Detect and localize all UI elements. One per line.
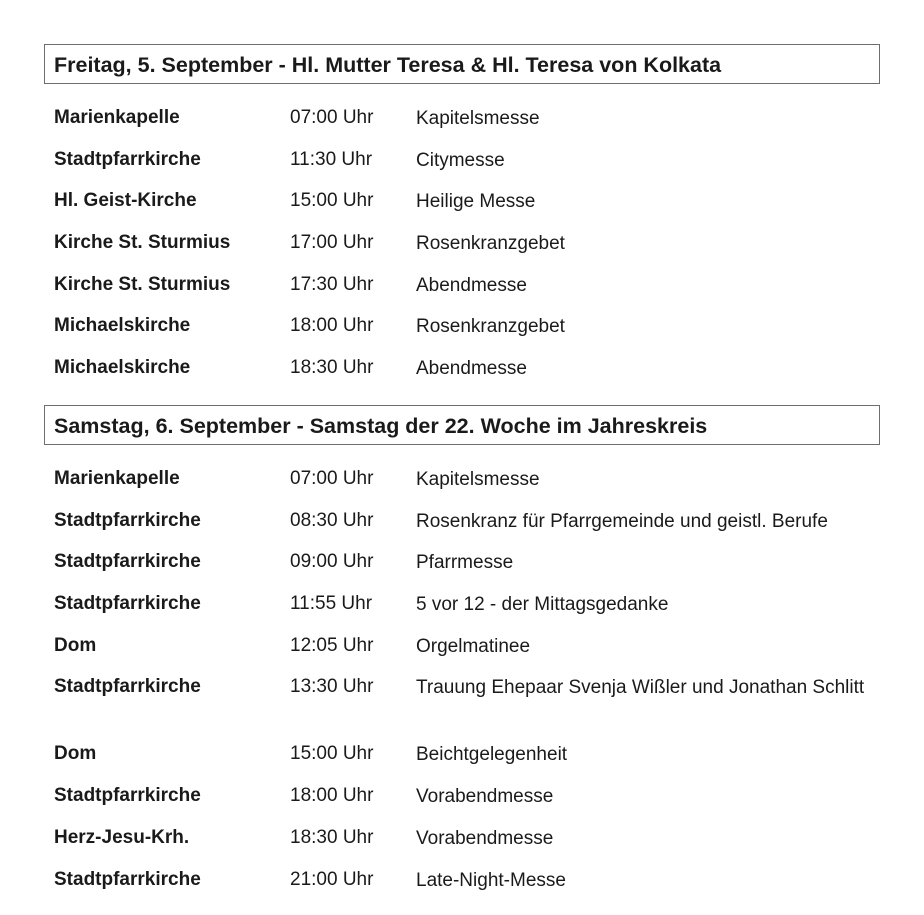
event-description: Abendmesse	[416, 358, 527, 380]
event-location: Stadtpfarrkirche	[54, 676, 201, 698]
event-row	[44, 592, 924, 634]
event-description: Vorabendmesse	[416, 786, 554, 808]
event-time: 18:00 Uhr	[290, 315, 374, 337]
event-time: 08:30 Uhr	[290, 509, 374, 531]
event-row	[44, 148, 924, 190]
event-time: 13:30 Uhr	[290, 676, 374, 698]
event-location: Stadtpfarrkirche	[54, 868, 201, 890]
event-time: 17:00 Uhr	[290, 232, 374, 254]
event-time: 18:30 Uhr	[290, 357, 374, 379]
event-list	[44, 106, 924, 398]
event-location: Dom	[54, 634, 97, 656]
event-location: Marienkapelle	[54, 107, 180, 128]
event-time: 07:00 Uhr	[290, 468, 374, 489]
event-time: 18:00 Uhr	[290, 785, 374, 807]
day-heading: Samstag, 6. September - Samstag der 22. Woche im Jahreskreis	[44, 405, 880, 445]
day-heading: Freitag, 5. September - Hl. Mutter Teresa & Hl. Teresa von Kolkata	[44, 44, 880, 84]
event-description: Rosenkranzgebet	[416, 233, 565, 255]
event-location: Michaelskirche	[54, 315, 191, 337]
event-description: Pfarrmesse	[416, 552, 514, 574]
event-row	[44, 742, 924, 784]
event-row	[44, 356, 924, 398]
event-row	[44, 106, 924, 148]
day-section-friday	[44, 44, 924, 398]
event-time: 11:55 Uhr	[290, 593, 373, 615]
event-description: Kapitelsmesse	[416, 469, 540, 490]
event-row	[44, 634, 924, 676]
event-description: Late-Night-Messe	[416, 869, 566, 891]
event-row	[44, 231, 924, 273]
event-location: Stadtpfarrkirche	[54, 785, 201, 807]
event-time: 12:05 Uhr	[290, 634, 374, 656]
event-location: Stadtpfarrkirche	[54, 148, 201, 170]
event-time: 11:30 Uhr	[290, 148, 373, 170]
event-row	[44, 550, 924, 592]
event-row	[44, 314, 924, 356]
event-location: Herz-Jesu-Krh.	[54, 826, 190, 848]
event-location: Stadtpfarrkirche	[54, 509, 201, 531]
event-row	[44, 273, 924, 315]
event-description: 5 vor 12 - der Mittagsgedanke	[416, 594, 669, 616]
event-row	[44, 784, 924, 826]
event-description: Orgelmatinee	[416, 635, 531, 657]
event-location: Kirche St. Sturmius	[54, 273, 231, 295]
event-description: Heilige Messe	[416, 191, 536, 213]
event-description: Trauung Ehepaar Svenja Wißler und Jonathan Schlitt	[416, 677, 865, 699]
event-time: 15:00 Uhr	[290, 743, 374, 765]
event-description: Citymesse	[416, 149, 505, 171]
event-location: Marienkapelle	[54, 468, 180, 489]
event-description: Rosenkranz für Pfarrgemeinde und geistl. Berufe	[416, 510, 828, 532]
event-location: Stadtpfarrkirche	[54, 551, 201, 573]
event-description: Abendmesse	[416, 274, 527, 296]
event-row	[44, 675, 924, 742]
event-row	[44, 509, 924, 551]
event-row	[44, 826, 924, 868]
event-description: Rosenkranzgebet	[416, 316, 565, 338]
event-time: 21:00 Uhr	[290, 868, 374, 890]
event-time: 18:30 Uhr	[290, 826, 374, 848]
event-description: Kapitelsmesse	[416, 108, 540, 129]
event-time: 09:00 Uhr	[290, 551, 374, 573]
event-row	[44, 189, 924, 231]
event-location: Hl. Geist-Kirche	[54, 190, 197, 212]
event-description: Vorabendmesse	[416, 827, 554, 849]
day-section-saturday	[44, 405, 924, 909]
event-time: 07:00 Uhr	[290, 107, 374, 128]
event-location: Dom	[54, 743, 97, 765]
event-location: Michaelskirche	[54, 357, 191, 379]
event-description: Beichtgelegenheit	[416, 744, 568, 766]
event-row	[44, 868, 924, 910]
event-time: 15:00 Uhr	[290, 190, 374, 212]
event-list	[44, 467, 924, 909]
event-location: Stadtpfarrkirche	[54, 593, 201, 615]
event-time: 17:30 Uhr	[290, 273, 374, 295]
event-row	[44, 467, 924, 509]
event-location: Kirche St. Sturmius	[54, 232, 231, 254]
